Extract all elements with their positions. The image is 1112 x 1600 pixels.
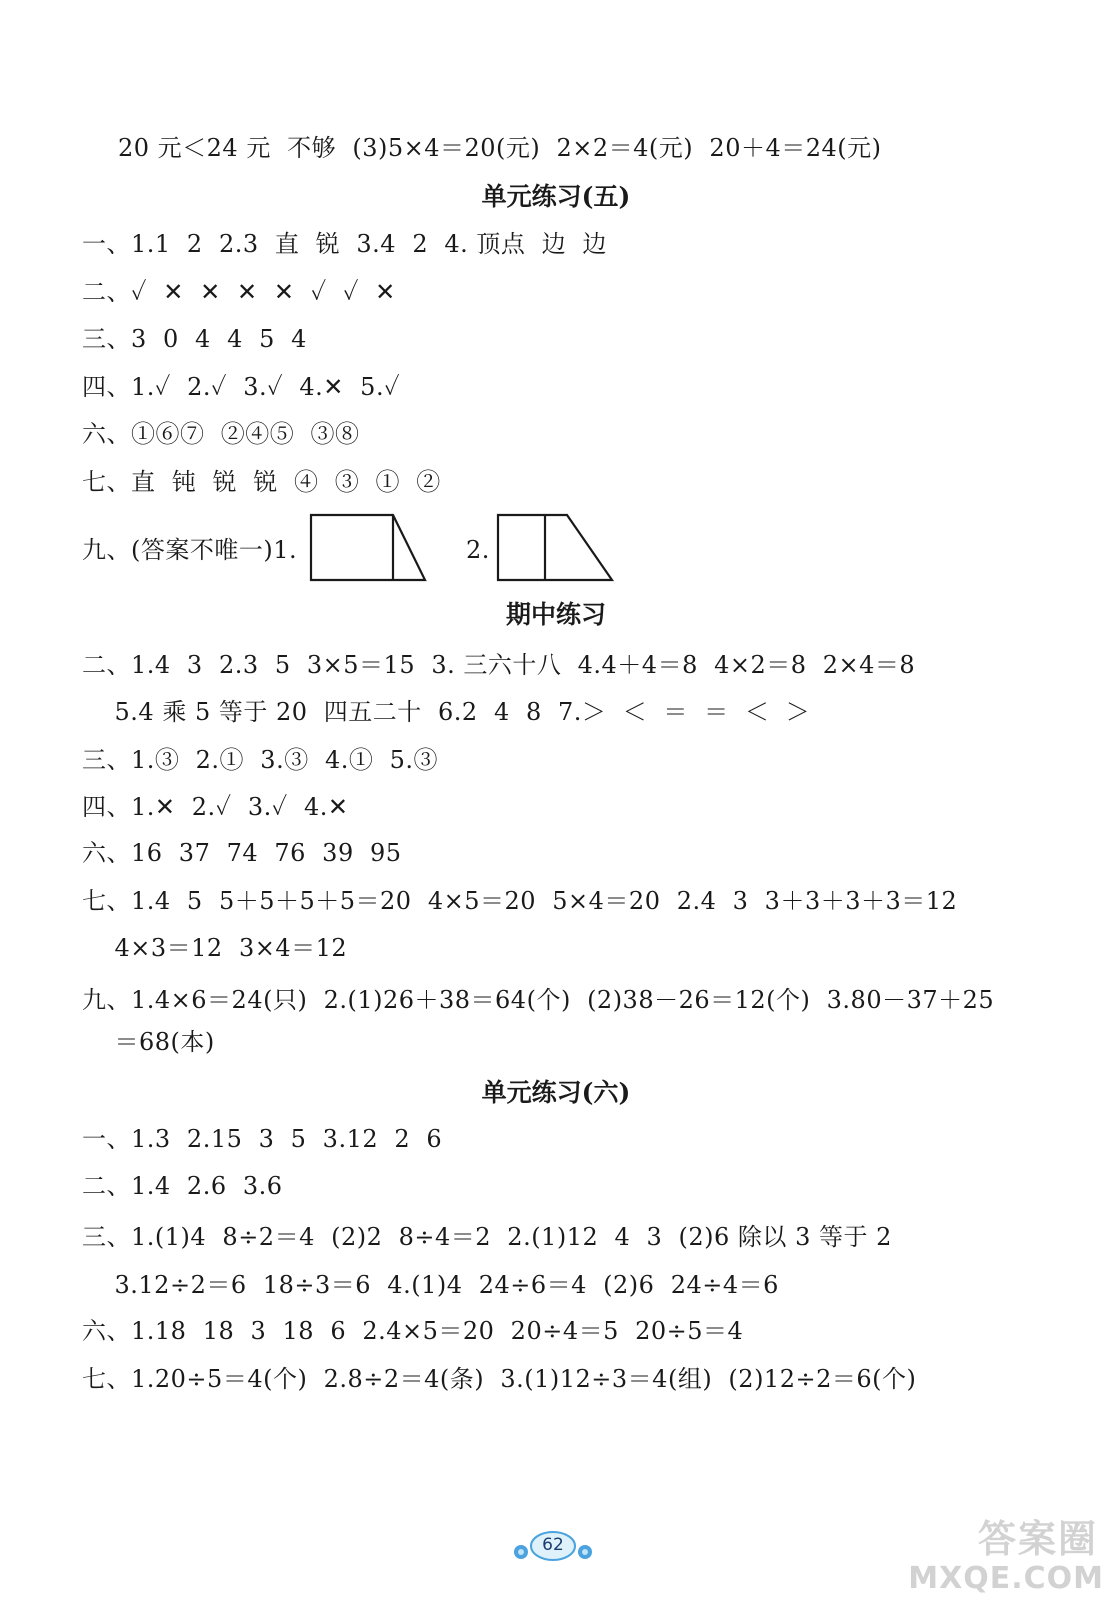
answer-line: ＝68(本) xyxy=(82,1028,215,1056)
answer-line: 3.12÷2＝6 18÷3＝6 4.(1)4 24÷6＝4 (2)6 24÷4＝6 xyxy=(82,1271,779,1299)
answer-line: 九、1.4×6＝24(只) 2.(1)26＋38＝64(个) (2)38－26＝12(个) 3.80－37＋25 xyxy=(82,986,995,1014)
answer-line: 三、1.③ 2.① 3.③ 4.① 5.③ xyxy=(82,746,439,774)
answer-line: 六、①⑥⑦ ②④⑤ ③⑧ xyxy=(82,420,360,448)
answer-line: 二、1.4 3 2.3 5 3×5＝15 3. 三六十八 4.4＋4＝8 4×2＝8 2×4＝8 xyxy=(82,651,916,679)
trapezoid-figure-1 xyxy=(308,512,430,584)
page-number: 62 xyxy=(542,1535,564,1555)
answer-line: 六、16 37 74 76 39 95 xyxy=(82,839,402,867)
answer-line: 4×3＝12 3×4＝12 xyxy=(82,934,348,962)
answer-line: 六、1.18 18 3 18 6 2.4×5＝20 20÷4＝5 20÷5＝4 xyxy=(82,1317,744,1345)
answer-line: 四、1.✕ 2.✓ 3.✓ 4.✕ xyxy=(82,793,349,821)
watermark-bottom: MXQE.COM xyxy=(908,1561,1104,1596)
answer-line: 七、1.4 5 5＋5＋5＋5＝20 4×5＝20 5×4＝20 2.4 3 3＋3＋3＋3＝12 xyxy=(82,887,958,915)
answer-line-9-prefix: 九、(答案不唯一)1. xyxy=(82,536,298,564)
answer-line: 三、1.(1)4 8÷2＝4 (2)2 8÷4＝2 2.(1)12 4 3 (2)6 除以 3 等于 2 xyxy=(82,1223,892,1251)
answer-line: 三、3 0 4 4 5 4 xyxy=(82,325,307,353)
page-number-badge xyxy=(513,1528,593,1568)
section-title-midterm: 期中练习 xyxy=(505,600,606,629)
section-title-unit6: 单元练习(六) xyxy=(481,1078,631,1107)
answer-line: 二、✓ ✕ ✕ ✕ ✕ ✓ ✓ ✕ xyxy=(82,278,396,306)
answer-line: 七、1.20÷5＝4(个) 2.8÷2＝4(条) 3.(1)12÷3＝4(组) (2)12÷2＝6(个) xyxy=(82,1365,917,1393)
answer-line-9-mid: 2. xyxy=(466,536,490,564)
answer-line: 一、1.3 2.15 3 5 3.12 2 6 xyxy=(82,1125,443,1153)
answer-line: 四、1.✓ 2.✓ 3.✓ 4.✕ 5.✓ xyxy=(82,373,401,401)
section-title-unit5: 单元练习(五) xyxy=(481,182,631,211)
answer-line: 一、1.1 2 2.3 直 锐 3.4 2 4. 顶点 边 边 xyxy=(82,230,607,258)
trapezoid-figure-2 xyxy=(495,512,617,584)
answer-line: 5.4 乘 5 等于 20 四五二十 6.2 4 8 7.＞ ＜ ＝ ＝ ＜ ＞ xyxy=(82,698,811,726)
watermark-top: 答案圈 xyxy=(977,1517,1098,1561)
continuation-line: 20 元＜24 元 不够 (3)5×4＝20(元) 2×2＝4(元) 20＋4＝24(元) xyxy=(118,134,882,162)
answer-line: 七、直 钝 锐 锐 ④ ③ ① ② xyxy=(82,468,441,496)
answer-line: 二、1.4 2.6 3.6 xyxy=(82,1172,283,1200)
watermark-logo xyxy=(908,1504,1112,1598)
